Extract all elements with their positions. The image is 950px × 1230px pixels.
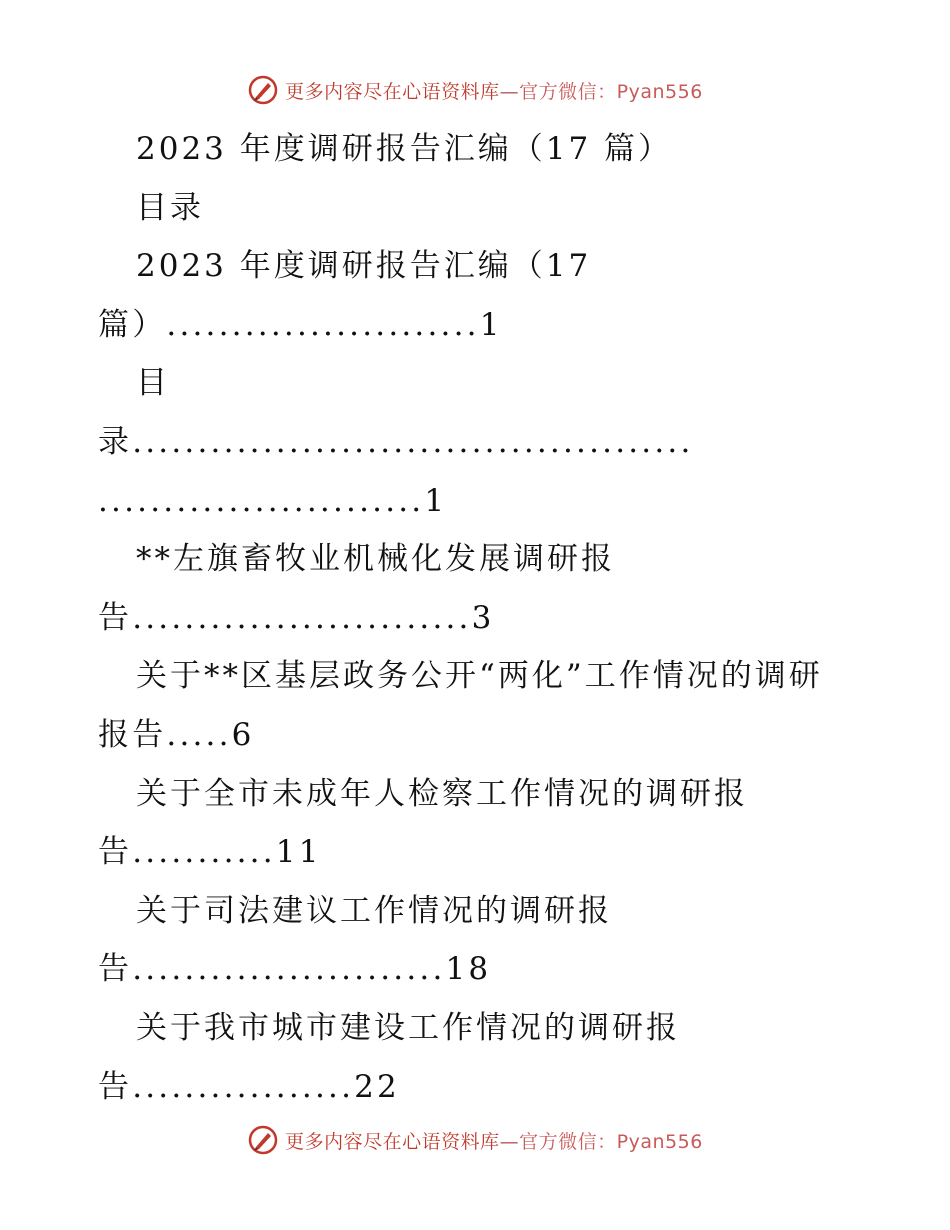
toc-entry-line: 告..........................3	[98, 599, 495, 636]
footer-banner	[0, 1120, 950, 1160]
document-body	[98, 120, 868, 1116]
header-banner	[0, 70, 950, 110]
toc-entry-line: 告.................22	[98, 1068, 400, 1105]
banner-text: 更多内容尽在心语资料库—官方微信：Pyan556	[285, 80, 703, 103]
toc-entry-line: 告...........11	[98, 834, 322, 871]
pen-logo-icon	[247, 74, 279, 106]
toc-entry-line: .........................1	[98, 482, 448, 519]
toc-entry-line: 2023 年度调研报告汇编（17	[136, 248, 592, 285]
toc-entry-line: 关于全市未成年人检察工作情况的调研报	[136, 775, 748, 812]
toc-entry-line: 报告.....6	[98, 716, 255, 753]
toc-entry-line: 关于我市城市建设工作情况的调研报	[136, 1009, 680, 1046]
toc-entry-line: **左旗畜牧业机械化发展调研报	[136, 541, 615, 578]
toc-entry-line: 录...........................................	[98, 423, 694, 460]
toc-entry-line: 关于**区基层政务公开“两化”工作情况的调研	[136, 658, 823, 695]
pen-logo-icon	[247, 1124, 279, 1156]
document-title: 2023 年度调研报告汇编（17 篇）	[136, 131, 673, 167]
toc-entry-line: 篇）........................1	[98, 306, 503, 343]
toc-entry-line: 关于司法建议工作情况的调研报	[136, 892, 612, 929]
toc-entry-line: 目	[136, 365, 170, 402]
banner-text: 更多内容尽在心语资料库—官方微信：Pyan556	[285, 1130, 703, 1153]
toc-heading: 目录	[136, 189, 204, 226]
toc-entry-line: 告........................18	[98, 951, 492, 988]
